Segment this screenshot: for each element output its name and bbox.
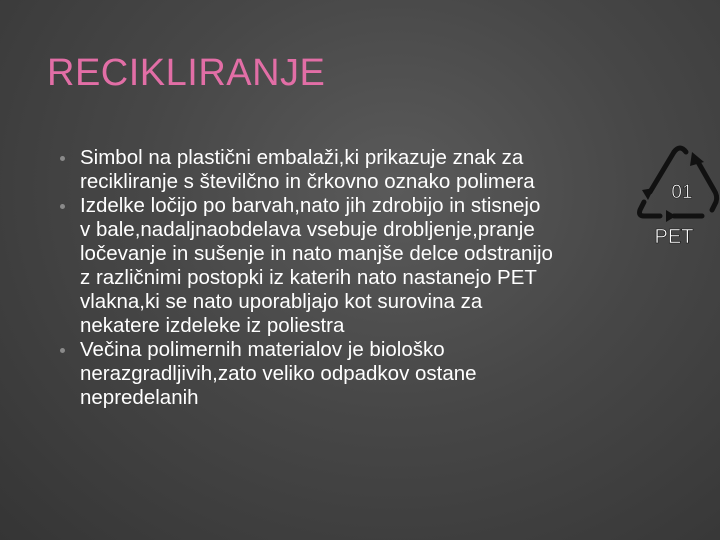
bullet-line: Večina polimernih materialov je biološko: [80, 338, 445, 361]
bullet-line: Izdelke ločijo po barvah,nato jih zdrobijo in stisnejo: [80, 194, 541, 217]
bullet-dot-icon: [60, 156, 65, 161]
bullet-line: z različnimi postopki iz katerih nato nastanejo PET: [80, 266, 537, 289]
bullet-line: v bale,nadaljnaobdelava vsebuje drobljenje,pranje: [80, 218, 535, 241]
bullet-line: nekatere izdeleke iz poliestra: [80, 314, 345, 337]
bullet-line: ločevanje in sušenje in nato manjše delce odstranijo: [80, 242, 553, 265]
bullet-line: recikliranje s številčno in črkovno oznako polimera: [80, 170, 535, 193]
recycle-triangle-icon: [630, 140, 720, 250]
bullet-line: vlakna,ki se nato uporabljajo kot surovina za: [80, 290, 483, 313]
bullet-dot-icon: [60, 204, 65, 209]
bullet-line: nepredelanih: [80, 386, 199, 409]
bullet-line: Simbol na plastični embalaži,ki prikazuje znak za: [80, 146, 524, 169]
recycle-symbol: [630, 140, 720, 250]
recycle-number: 01: [671, 182, 693, 203]
recycle-code: PET: [654, 226, 694, 248]
bullet-dot-icon: [60, 348, 65, 353]
bullet-line: nerazgradljivih,zato veliko odpadkov ostane: [80, 362, 477, 385]
slide-title: RECIKLIRANJE: [47, 52, 326, 94]
